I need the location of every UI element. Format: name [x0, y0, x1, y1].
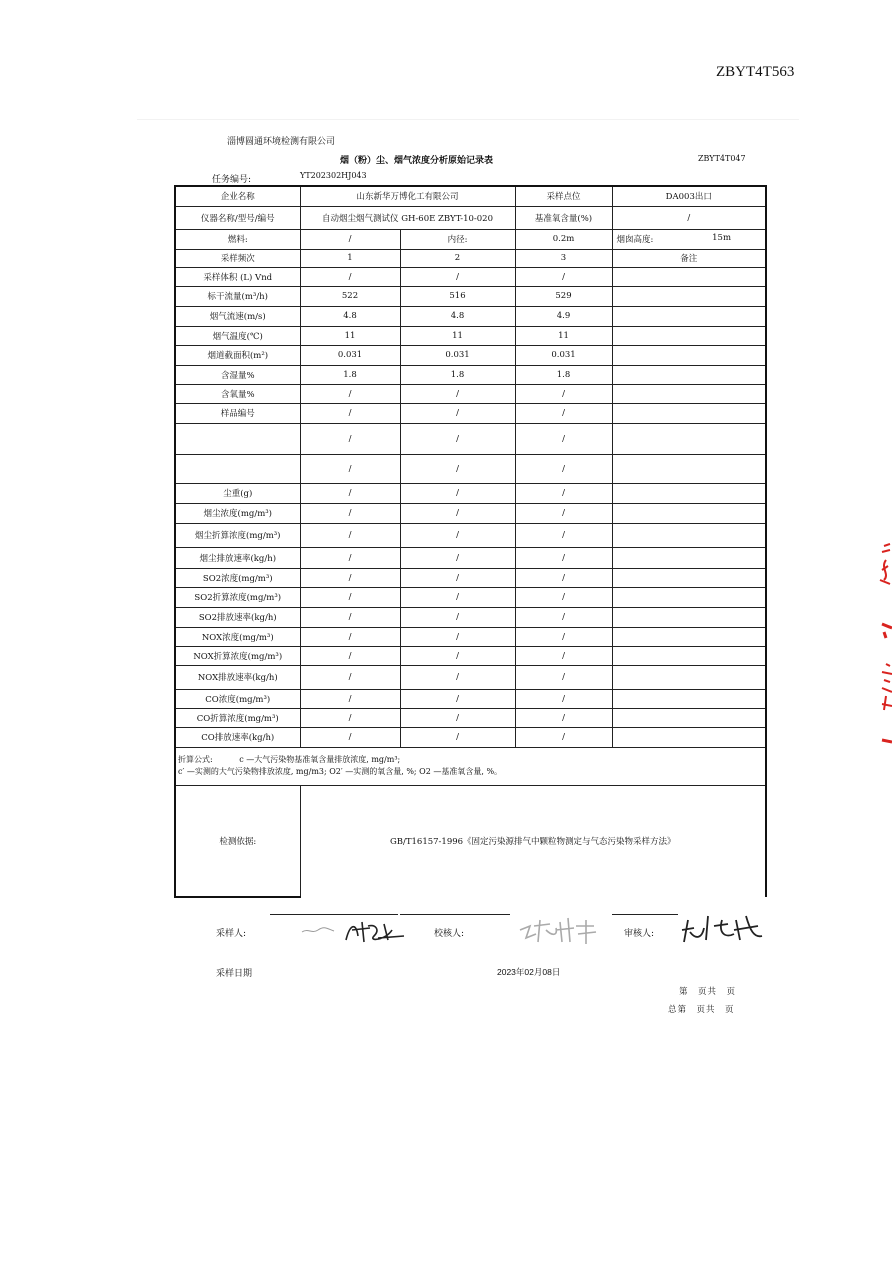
row-value-1: / [300, 503, 400, 523]
row-value-2: / [400, 403, 515, 423]
row-value-1: / [300, 547, 400, 568]
test-basis-label: 检测依据: [175, 785, 300, 897]
test-basis-text: GB/T16157-1996《固定污染源排气中颗粒物测定与气态污染物采样方法》 [300, 785, 766, 897]
row-remark [612, 267, 766, 286]
row-value-3: 4.9 [515, 306, 612, 326]
table-row [175, 665, 766, 689]
row-remark [612, 403, 766, 423]
row-value-3: / [515, 267, 612, 286]
row-value-3: / [515, 568, 612, 587]
chimney-height-cell [612, 229, 766, 249]
row-value-2: 4.8 [400, 306, 515, 326]
table-row [175, 547, 766, 568]
sampler-sign-line [270, 914, 398, 915]
row-value-1: / [300, 727, 400, 747]
inner-diameter-value: 0.2m [515, 229, 612, 249]
sampler-label: 采样人: [216, 929, 247, 939]
enterprise-label: 企业名称 [175, 186, 300, 206]
reference-oxygen-value: / [612, 206, 766, 229]
row-value-2: / [400, 454, 515, 483]
row-remark [612, 689, 766, 708]
row-label: NOX排放速率(kg/h) [175, 665, 300, 689]
row-value-3: 1.8 [515, 365, 612, 384]
formula-line-2: c′ —实测的大气污染物排放浓度, mg/m3; O2′ —实测的氧含量, %; O2 —基准氧含量, %。 [178, 767, 503, 776]
row-remark [612, 326, 766, 345]
row-value-1: / [300, 665, 400, 689]
top-divider [137, 119, 799, 120]
task-number-label: 任务编号: [212, 175, 252, 185]
table-row [175, 689, 766, 708]
row-value-2: / [400, 665, 515, 689]
frequency-label: 采样频次 [175, 249, 300, 267]
frequency-col-3: 3 [515, 249, 612, 267]
row-value-1: 1.8 [300, 365, 400, 384]
row-value-2: / [400, 607, 515, 627]
row-value-3: / [515, 503, 612, 523]
row-label: 尘重(g) [175, 483, 300, 503]
total-page-number: 总第 页共 页 [668, 1005, 735, 1015]
row-value-3: / [515, 708, 612, 727]
sampling-date-label: 采样日期 [216, 969, 253, 979]
row-value-2: / [400, 503, 515, 523]
row-label: 标干流量(m³/h) [175, 286, 300, 306]
row-value-2: 1.8 [400, 365, 515, 384]
row-value-2: / [400, 547, 515, 568]
row-label: 含湿量% [175, 365, 300, 384]
row-value-1: / [300, 523, 400, 547]
row-value-1: 11 [300, 326, 400, 345]
checker-signature [516, 914, 602, 946]
table-row [175, 627, 766, 646]
row-value-1: / [300, 607, 400, 627]
row-label: 烟尘排放速率(kg/h) [175, 547, 300, 568]
row-value-1: / [300, 454, 400, 483]
row-remark [612, 587, 766, 607]
row-value-3: / [515, 423, 612, 454]
table-row [175, 503, 766, 523]
row-value-1: 522 [300, 286, 400, 306]
row-value-1: / [300, 384, 400, 403]
row-remark [612, 306, 766, 326]
row-value-2: 11 [400, 326, 515, 345]
row-remark [612, 454, 766, 483]
row-value-2: / [400, 523, 515, 547]
enterprise-value: 山东新华万博化工有限公司 [300, 186, 515, 206]
table-row [175, 286, 766, 306]
table-row [175, 483, 766, 503]
row-label: 烟气温度(℃) [175, 326, 300, 345]
row-label: NOX折算浓度(mg/m³) [175, 646, 300, 665]
fuel-label: 燃料: [175, 229, 300, 249]
table-row [175, 454, 766, 483]
red-seal-fragment [874, 540, 892, 754]
sampling-point-value: DA003出口 [612, 186, 766, 206]
row-label: 烟尘浓度(mg/m³) [175, 503, 300, 523]
row-remark [612, 423, 766, 454]
row-value-1: / [300, 646, 400, 665]
row-value-3: / [515, 665, 612, 689]
row-label: 样品编号 [175, 403, 300, 423]
row-value-3: 0.031 [515, 345, 612, 365]
table-row [175, 708, 766, 727]
record-table [174, 185, 767, 898]
row-label: 烟尘折算浓度(mg/m³) [175, 523, 300, 547]
row-label: CO折算浓度(mg/m³) [175, 708, 300, 727]
row-label: SO2折算浓度(mg/m³) [175, 587, 300, 607]
frequency-col-1: 1 [300, 249, 400, 267]
row-value-1: / [300, 708, 400, 727]
table-row [175, 345, 766, 365]
row-value-3: / [515, 454, 612, 483]
row-remark [612, 345, 766, 365]
row-remark [612, 384, 766, 403]
table-row [175, 384, 766, 403]
row-label [175, 423, 300, 454]
row-label: CO浓度(mg/m³) [175, 689, 300, 708]
inner-diameter-label: 内径: [400, 229, 515, 249]
chimney-height-value: 15m [712, 233, 732, 243]
row-remark [612, 365, 766, 384]
sampling-point-label: 采样点位 [515, 186, 612, 206]
row-value-1: / [300, 568, 400, 587]
row-remark [612, 607, 766, 627]
table-row [175, 365, 766, 384]
row-label: SO2浓度(mg/m³) [175, 568, 300, 587]
table-row [175, 326, 766, 345]
row-remark [612, 568, 766, 587]
row-value-2: / [400, 423, 515, 454]
formula-line-1: 折算公式: c —大气污染物基准氧含量排放浓度, mg/m³; [178, 755, 401, 764]
checker-label: 校核人: [434, 929, 465, 939]
frequency-col-2: 2 [400, 249, 515, 267]
row-remark [612, 708, 766, 727]
row-value-1: / [300, 483, 400, 503]
row-value-1: 0.031 [300, 345, 400, 365]
form-code: ZBYT4T047 [698, 154, 746, 163]
row-value-2: / [400, 384, 515, 403]
row-remark [612, 665, 766, 689]
reviewer-signature [678, 910, 764, 946]
instrument-value: 自动烟尘烟气测试仪 GH-60E ZBYT-10-020 [300, 206, 515, 229]
row-value-3: 529 [515, 286, 612, 306]
row-value-1: / [300, 423, 400, 454]
row-value-3: / [515, 523, 612, 547]
row-value-3: / [515, 627, 612, 646]
company-name: 淄博圆通环境检测有限公司 [227, 137, 336, 147]
table-row [175, 607, 766, 627]
row-remark [612, 523, 766, 547]
row-value-1: 4.8 [300, 306, 400, 326]
row-value-2: / [400, 689, 515, 708]
sampler-signature [300, 918, 410, 946]
reviewer-sign-line [612, 914, 678, 915]
row-value-2: 516 [400, 286, 515, 306]
fuel-value: / [300, 229, 400, 249]
row-value-3: 11 [515, 326, 612, 345]
page-number: 第 页共 页 [679, 987, 737, 997]
row-value-3: / [515, 607, 612, 627]
reviewer-label: 审核人: [624, 929, 655, 939]
table-row [175, 403, 766, 423]
row-label: SO2排放速率(kg/h) [175, 607, 300, 627]
table-row [175, 523, 766, 547]
row-value-3: / [515, 384, 612, 403]
row-label: 烟气流速(m/s) [175, 306, 300, 326]
table-row [175, 423, 766, 454]
chimney-height-label: 烟囱高度: [616, 235, 654, 245]
row-remark [612, 627, 766, 646]
row-remark [612, 547, 766, 568]
row-value-1: / [300, 587, 400, 607]
checker-sign-line [400, 914, 510, 915]
row-value-2: 0.031 [400, 345, 515, 365]
row-remark [612, 286, 766, 306]
instrument-label: 仪器名称/型号/编号 [175, 206, 300, 229]
row-value-1: / [300, 689, 400, 708]
row-value-2: / [400, 646, 515, 665]
row-remark [612, 503, 766, 523]
table-row [175, 306, 766, 326]
row-value-3: / [515, 689, 612, 708]
table-row [175, 568, 766, 587]
table-row [175, 267, 766, 286]
form-title: 烟（粉）尘、烟气浓度分析原始记录表 [340, 156, 494, 166]
remarks-header: 备注 [612, 249, 766, 267]
row-remark [612, 483, 766, 503]
row-value-2: / [400, 708, 515, 727]
row-value-1: / [300, 403, 400, 423]
document-code: ZBYT4T563 [716, 64, 795, 80]
table-row [175, 587, 766, 607]
table-row [175, 646, 766, 665]
row-value-1: / [300, 627, 400, 646]
table-row [175, 727, 766, 747]
row-value-3: / [515, 587, 612, 607]
row-label: 含氧量% [175, 384, 300, 403]
sampling-date-value: 2023年02月08日 [497, 967, 561, 977]
row-value-3: / [515, 727, 612, 747]
row-label: 烟道截面积(m²) [175, 345, 300, 365]
formula-cell [175, 747, 766, 785]
row-label [175, 454, 300, 483]
row-remark [612, 646, 766, 665]
row-label: 采样体积 (L) Vnd [175, 267, 300, 286]
row-value-2: / [400, 483, 515, 503]
row-value-2: / [400, 627, 515, 646]
row-label: CO排放速率(kg/h) [175, 727, 300, 747]
row-value-3: / [515, 547, 612, 568]
row-value-3: / [515, 483, 612, 503]
row-label: NOX浓度(mg/m³) [175, 627, 300, 646]
row-value-1: / [300, 267, 400, 286]
row-value-2: / [400, 727, 515, 747]
reference-oxygen-label: 基准氧含量(%) [515, 206, 612, 229]
row-value-3: / [515, 403, 612, 423]
row-remark [612, 727, 766, 747]
row-value-2: / [400, 587, 515, 607]
task-number-value: YT202302HJ043 [300, 171, 367, 180]
row-value-2: / [400, 568, 515, 587]
row-value-3: / [515, 646, 612, 665]
row-value-2: / [400, 267, 515, 286]
